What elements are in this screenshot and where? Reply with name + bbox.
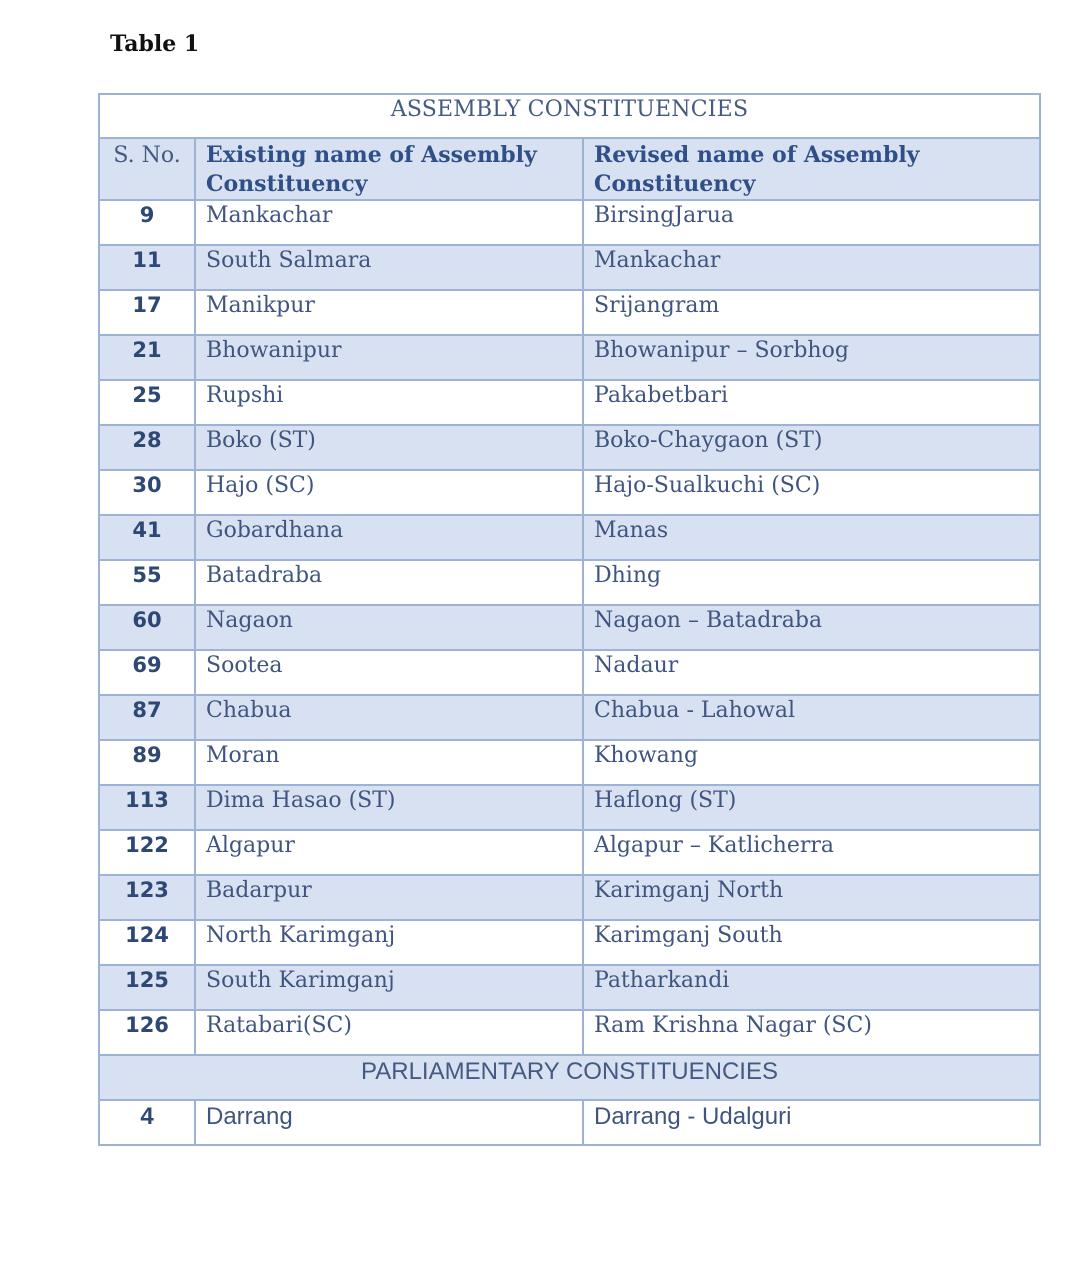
assembly-section-title: ASSEMBLY CONSTITUENCIES	[99, 94, 1040, 138]
table-row	[99, 290, 1040, 335]
cell-sno: 124	[99, 920, 195, 965]
table-row	[99, 650, 1040, 695]
cell-sno: 87	[99, 695, 195, 740]
cell-revised: Manas	[583, 515, 1040, 560]
cell-revised: Karimganj North	[583, 875, 1040, 920]
cell-revised: Bhowanipur – Sorbhog	[583, 335, 1040, 380]
cell-sno: 126	[99, 1010, 195, 1055]
cell-existing: Batadraba	[195, 560, 583, 605]
table-row	[99, 920, 1040, 965]
table-row	[99, 515, 1040, 560]
cell-existing: Sootea	[195, 650, 583, 695]
cell-sno: 28	[99, 425, 195, 470]
cell-revised: Khowang	[583, 740, 1040, 785]
cell-revised: Patharkandi	[583, 965, 1040, 1010]
cell-revised: Mankachar	[583, 245, 1040, 290]
cell-sno: 55	[99, 560, 195, 605]
table-row	[99, 785, 1040, 830]
table-row	[99, 740, 1040, 785]
table-row	[99, 245, 1040, 290]
cell-sno: 125	[99, 965, 195, 1010]
cell-existing: Dima Hasao (ST)	[195, 785, 583, 830]
parliamentary-section-title: PARLIAMENTARY CONSTITUENCIES	[99, 1055, 1040, 1100]
cell-existing: Darrang	[195, 1100, 583, 1145]
cell-sno: 4	[99, 1100, 195, 1145]
cell-existing: Badarpur	[195, 875, 583, 920]
cell-sno: 60	[99, 605, 195, 650]
cell-sno: 69	[99, 650, 195, 695]
cell-existing: South Salmara	[195, 245, 583, 290]
table-row	[99, 335, 1040, 380]
table-row	[99, 560, 1040, 605]
cell-revised: Nagaon – Batadraba	[583, 605, 1040, 650]
cell-revised: Nadaur	[583, 650, 1040, 695]
table-row	[99, 830, 1040, 875]
cell-existing: Nagaon	[195, 605, 583, 650]
table-row	[99, 1100, 1040, 1145]
cell-revised: BirsingJarua	[583, 200, 1040, 245]
table-row	[99, 470, 1040, 515]
cell-existing: Rupshi	[195, 380, 583, 425]
cell-sno: 123	[99, 875, 195, 920]
cell-existing: Hajo (SC)	[195, 470, 583, 515]
cell-existing: Moran	[195, 740, 583, 785]
cell-revised: Boko-Chaygaon (ST)	[583, 425, 1040, 470]
cell-existing: Mankachar	[195, 200, 583, 245]
assembly-section-title-row	[99, 94, 1040, 138]
cell-existing: Algapur	[195, 830, 583, 875]
cell-existing: Chabua	[195, 695, 583, 740]
cell-revised: Darrang - Udalguri	[583, 1100, 1040, 1145]
table-row	[99, 605, 1040, 650]
cell-existing: Manikpur	[195, 290, 583, 335]
table-row	[99, 425, 1040, 470]
table-row	[99, 1010, 1040, 1055]
table-row	[99, 875, 1040, 920]
cell-revised: Hajo-Sualkuchi (SC)	[583, 470, 1040, 515]
cell-revised: Pakabetbari	[583, 380, 1040, 425]
cell-sno: 122	[99, 830, 195, 875]
cell-sno: 9	[99, 200, 195, 245]
table-row	[99, 200, 1040, 245]
parliamentary-section-title-row	[99, 1055, 1040, 1100]
cell-revised: Dhing	[583, 560, 1040, 605]
cell-revised: Algapur – Katlicherra	[583, 830, 1040, 875]
table-row	[99, 695, 1040, 740]
header-sno: S. No.	[99, 138, 195, 200]
cell-revised: Srijangram	[583, 290, 1040, 335]
cell-existing: Boko (ST)	[195, 425, 583, 470]
cell-sno: 11	[99, 245, 195, 290]
table-row	[99, 380, 1040, 425]
cell-sno: 41	[99, 515, 195, 560]
cell-existing: North Karimganj	[195, 920, 583, 965]
cell-revised: Chabua - Lahowal	[583, 695, 1040, 740]
cell-sno: 21	[99, 335, 195, 380]
table-caption: Table 1	[110, 31, 200, 57]
cell-existing: Gobardhana	[195, 515, 583, 560]
header-row	[99, 138, 1040, 200]
cell-sno: 17	[99, 290, 195, 335]
cell-sno: 113	[99, 785, 195, 830]
cell-revised: Ram Krishna Nagar (SC)	[583, 1010, 1040, 1055]
constituency-table	[98, 93, 1041, 1146]
cell-revised: Haflong (ST)	[583, 785, 1040, 830]
header-revised: Revised name of Assembly Constituency	[583, 138, 1040, 200]
cell-sno: 89	[99, 740, 195, 785]
cell-existing: South Karimganj	[195, 965, 583, 1010]
cell-sno: 30	[99, 470, 195, 515]
cell-sno: 25	[99, 380, 195, 425]
cell-revised: Karimganj South	[583, 920, 1040, 965]
cell-existing: Ratabari(SC)	[195, 1010, 583, 1055]
header-existing: Existing name of Assembly Constituency	[195, 138, 583, 200]
cell-existing: Bhowanipur	[195, 335, 583, 380]
table-row	[99, 965, 1040, 1010]
